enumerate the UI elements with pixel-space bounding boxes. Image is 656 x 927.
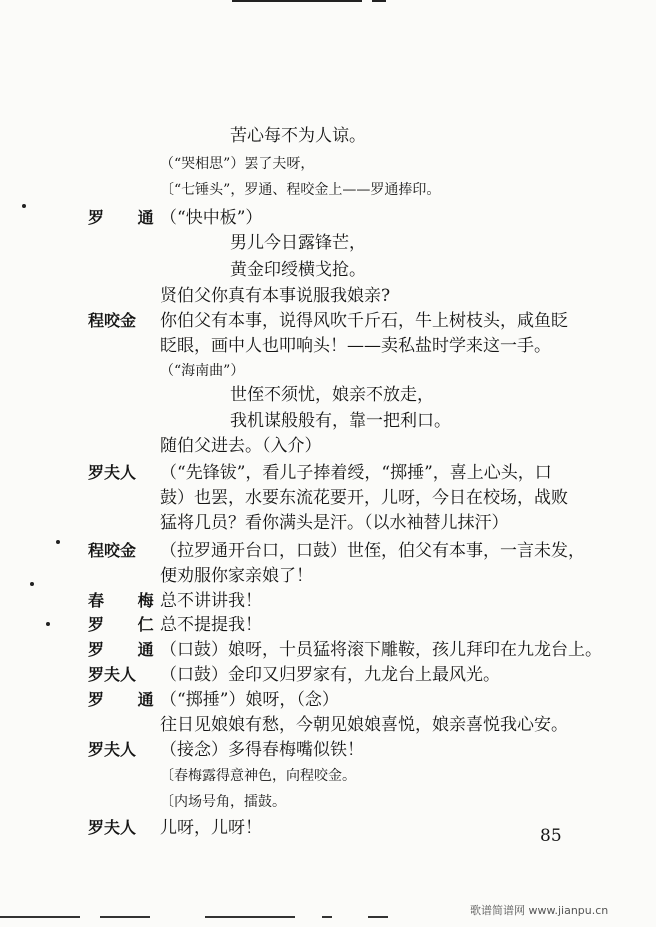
script-line [0, 564, 640, 588]
page-number: 85 [540, 826, 562, 846]
dialogue-text: 总不讲讲我！ [160, 591, 262, 611]
speaker-name: 罗 仁 [88, 615, 168, 634]
line-text: 苦心每不为人谅。 [230, 126, 366, 146]
line-text: 贤伯父你真有本事说服我娘亲? [160, 286, 391, 306]
line-text: 〔内场号角，擂鼓。 [160, 794, 286, 810]
line-text: 随伯父进去。（入介） [160, 436, 322, 456]
script-line [0, 434, 640, 458]
dialogue-text: （接念）多得春梅嘴似铁！ [160, 740, 364, 760]
speaker-name: 罗夫人 [88, 665, 137, 684]
line-text: （“海南曲”） [160, 363, 245, 379]
script-line [0, 790, 640, 814]
script-line [0, 764, 640, 788]
line-text: 世侄不须忧，娘亲不放走， [230, 385, 434, 405]
script-line [0, 152, 640, 176]
script-line [0, 539, 640, 563]
dialogue-text: 总不提提我！ [160, 615, 262, 635]
line-text: 男儿今日露锋芒， [230, 233, 366, 253]
line-text: 〔“七锤头”，罗通、程咬金上——罗通捧印。 [160, 182, 441, 198]
line-text: 我机谋般般有，靠一把利口。 [230, 411, 451, 431]
script-line [0, 284, 640, 308]
script-line [0, 613, 640, 637]
speaker-name: 罗 通 [88, 690, 168, 709]
script-line [0, 124, 640, 148]
script-line [0, 383, 640, 407]
bottom-edge-mark [322, 916, 332, 918]
dialogue-text: （“快中板”） [160, 208, 263, 228]
dialogue-text: （“掷捶”）娘呀，（念） [160, 690, 339, 710]
script-line [0, 688, 640, 712]
top-edge-mark [232, 0, 362, 2]
line-text: 眨眼，画中人也叩响头！——卖私盐时学来这一手。 [160, 336, 551, 356]
bottom-edge-mark [100, 916, 150, 918]
script-line [0, 359, 640, 383]
speaker-name: 程咬金 [88, 541, 137, 560]
dialogue-text: 你伯父有本事，说得风吹千斤石，牛上树枝头，咸鱼眨 [160, 311, 568, 331]
line-text: （“哭相思”）罢了夫呀， [160, 156, 315, 172]
line-text: 〔春梅露得意神色，向程咬金。 [160, 768, 356, 784]
dialogue-text: 儿呀，儿呀！ [160, 818, 262, 838]
script-line [0, 713, 640, 737]
script-line [0, 461, 640, 485]
watermark: 歌谱简谱网 www.jianpu.cn [470, 904, 609, 917]
dialogue-text: （拉罗通开台口，口鼓）世侄，伯父有本事，一言未发， [160, 541, 585, 561]
script-line [0, 309, 640, 333]
script-line [0, 486, 640, 510]
speaker-name: 程咬金 [88, 311, 137, 330]
speaker-name: 罗夫人 [88, 740, 137, 759]
bottom-edge-mark [205, 916, 295, 918]
speaker-name: 春 梅 [88, 591, 168, 610]
script-line [0, 663, 640, 687]
script-line [0, 409, 640, 433]
script-line [0, 638, 640, 662]
script-line [0, 206, 640, 230]
line-text: 猛将几员？看你满头是汗。（以水袖替儿抹汗） [160, 513, 509, 533]
dialogue-text: （口鼓）金印又归罗家有，九龙台上最风光。 [160, 665, 500, 685]
speaker-name: 罗 通 [88, 208, 168, 227]
bottom-edge-mark [368, 916, 388, 918]
dialogue-text: （口鼓）娘呀，十员猛将滚下雕鞍，孩儿拜印在九龙台上。 [160, 640, 602, 660]
line-text: 便劝服你家亲娘了！ [160, 566, 313, 586]
top-edge-mark [372, 0, 386, 2]
speaker-name: 罗夫人 [88, 463, 137, 482]
bottom-edge-mark [0, 916, 80, 918]
script-line [0, 258, 640, 282]
script-line [0, 738, 640, 762]
line-text: 鼓）也罢，水要东流花要开，儿呀，今日在校场，战败 [160, 488, 568, 508]
line-text: 往日见娘娘有愁，今朝见娘娘喜悦，娘亲喜悦我心安。 [160, 715, 568, 735]
script-line [0, 589, 640, 613]
dialogue-text: （“先锋钹”，看儿子捧着绶，“掷捶”，喜上心头，口 [160, 463, 552, 483]
speaker-name: 罗夫人 [88, 818, 137, 837]
script-line [0, 511, 640, 535]
script-line [0, 178, 640, 202]
speaker-name: 罗 通 [88, 640, 168, 659]
line-text: 黄金印绶横戈抢。 [230, 260, 366, 280]
script-line [0, 334, 640, 358]
script-line [0, 231, 640, 255]
